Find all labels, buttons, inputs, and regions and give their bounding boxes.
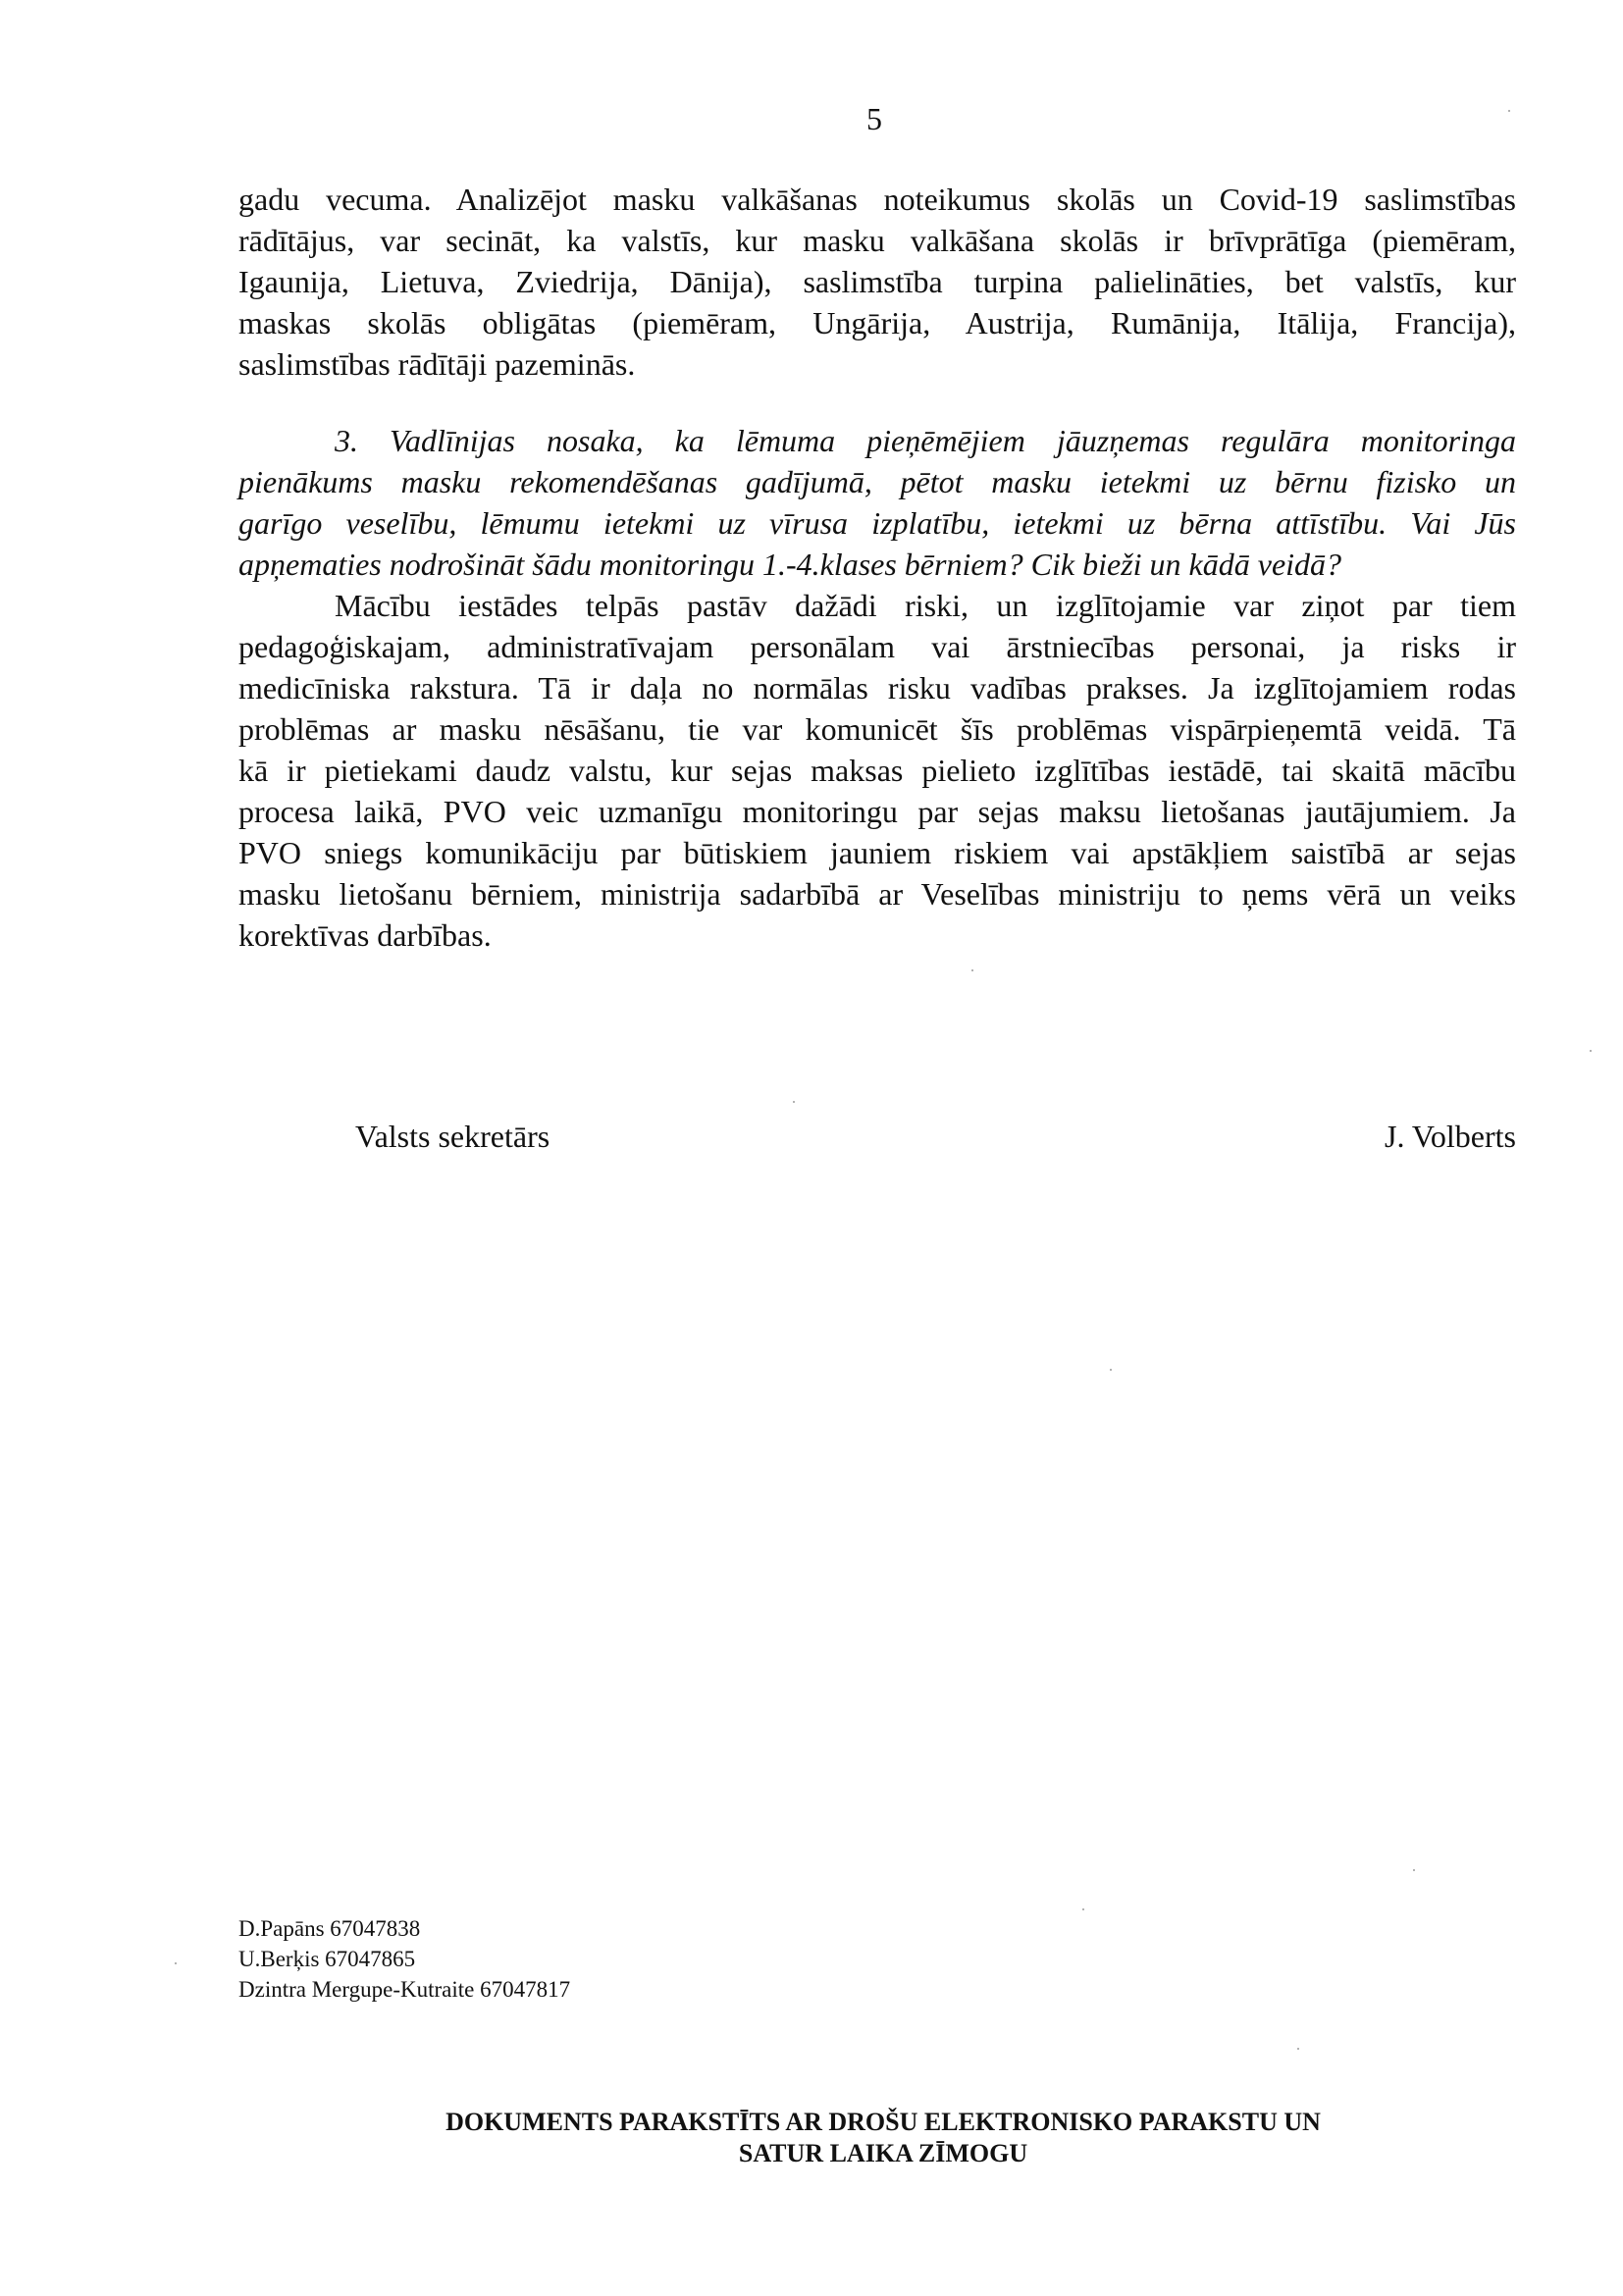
text-line: pienākums masku rekomendēšanas gadījumā, pētot masku ietekmi uz bērnu fizisko un [238,464,1516,499]
text-line: problēmas ar masku nēsāšanu, tie var komunicēt šīs problēmas vispārpieņemtā veidā. Tā [238,711,1516,747]
scan-speck [1413,1869,1415,1871]
scan-speck [1082,1908,1084,1910]
contact-item: U.Berķis 67047865 [238,1947,416,1971]
text-line: procesa laikā, PVO veic uzmanīgu monitoringu par sejas maksu lietošanas jautājumiem. Ja [238,794,1516,829]
scan-speck [1297,2048,1299,2050]
e-signature-notice-line: DOKUMENTS PARAKSTĪTS AR DROŠU ELEKTRONISKO PARAKSTU UN [445,2108,1321,2136]
text-line: kā ir pietiekami daudz valstu, kur sejas maksas pielieto izglītības iestādē, tai skaitā mācību [238,753,1516,788]
scan-speck [1590,1050,1592,1052]
paragraph-analysis [238,179,1516,385]
paragraph-answer-3 [238,585,1516,956]
signatory-name: J. Volberts [1385,1119,1516,1154]
text-line: garīgo veselību, lēmumu ietekmi uz vīrusa izplatību, ietekmi uz bērna attīstību. Vai Jūs [238,505,1516,541]
contact-item: D.Papāns 67047838 [238,1916,421,1941]
scan-speck [793,1101,795,1103]
text-line: rādītājus, var secināt, ka valstīs, kur masku valkāšana skolās ir brīvprātīga (piemēram, [238,223,1516,258]
text-line: Igaunija, Lietuva, Zviedrija, Dānija), saslimstība turpina palielināties, bet valstīs, kur [238,264,1516,299]
text-line: masku lietošanu bērniem, ministrija sadarbībā ar Veselības ministriju to ņems vērā un veiks [238,876,1516,912]
text-line: apņematies nodrošināt šādu monitoringu 1.-4.klases bērniem? Cik bieži un kādā veidā? [238,547,1342,582]
scan-speck [971,969,973,971]
text-line: PVO sniegs komunikāciju par būtiskiem jauniem riskiem vai apstākļiem saistībā ar sejas [238,835,1516,870]
text-line: pedagoģiskajam, administratīvajam personālam vai ārstniecības personai, ja risks ir [238,629,1516,664]
e-signature-notice-line: SATUR LAIKA ZĪMOGU [738,2139,1028,2167]
scan-speck [1110,1369,1112,1371]
text-line: 3. Vadlīnijas nosaka, ka lēmuma pieņēmējiem jāuzņemas regulāra monitoringa [335,423,1516,458]
text-line: korektīvas darbības. [238,917,492,953]
text-line: maskas skolās obligātas (piemēram, Ungārija, Austrija, Rumānija, Itālija, Francija), [238,305,1516,340]
contact-item: Dzintra Mergupe-Kutraite 67047817 [238,1977,571,2002]
text-line: gadu vecuma. Analizējot masku valkāšanas noteikumus skolās un Covid-19 saslimstības [238,182,1516,217]
signature-block [355,1119,1516,1155]
scan-speck [175,1962,177,1964]
text-line: saslimstības rādītāji pazeminās. [238,346,636,382]
signatory-position: Valsts sekretārs [355,1119,550,1154]
contact-list [238,1913,570,2005]
paragraph-question-3 [238,420,1516,585]
text-line: Mācību iestādes telpās pastāv dažādi riski, un izglītojamie var ziņot par tiem [335,588,1516,623]
e-signature-notice [0,2107,1623,2169]
scan-speck [1508,110,1510,112]
text-line: medicīniska rakstura. Tā ir daļa no normālas risku vadības prakses. Ja izglītojamiem rodas [238,670,1516,705]
page-number: 5 [866,101,882,136]
